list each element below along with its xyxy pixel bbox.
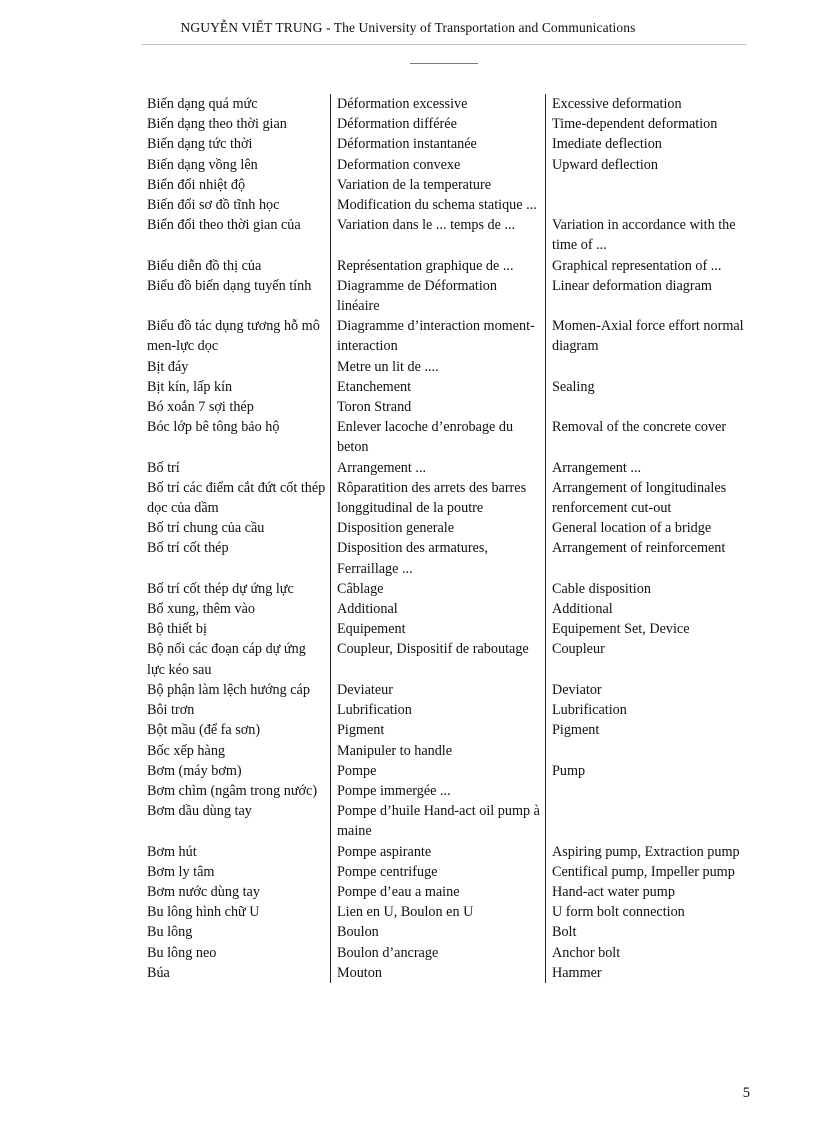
glossary-row xyxy=(147,114,747,134)
term-vietnamese: Bôi trơn xyxy=(147,702,195,719)
glossary-row xyxy=(147,155,747,175)
term-french: Additional xyxy=(331,599,546,619)
term-french: Variation de la temperature xyxy=(331,175,546,195)
glossary-row xyxy=(147,94,747,114)
term-french: Boulon xyxy=(331,922,546,942)
glossary-row xyxy=(147,316,747,356)
term-english: Anchor bolt xyxy=(546,943,748,963)
term-vietnamese: Bố trí các điểm cắt đứt cốt thép dọc của dầm xyxy=(147,479,326,517)
term-french: Pompe d’huile Hand-act oil pump à maine xyxy=(331,801,546,841)
glossary-row xyxy=(147,741,747,761)
term-french: Déformation excessive xyxy=(331,94,546,114)
term-french: Disposition generale xyxy=(331,518,546,538)
term-english: Excessive deformation xyxy=(546,94,748,114)
glossary-row xyxy=(147,175,747,195)
glossary-row xyxy=(147,781,747,801)
glossary-row xyxy=(147,478,747,518)
term-english: Lubrification xyxy=(546,700,748,720)
header-dash-line xyxy=(410,63,478,64)
term-english xyxy=(546,801,748,841)
term-english: Upward deflection xyxy=(546,155,748,175)
term-french: Etanchement xyxy=(331,377,546,397)
glossary-row xyxy=(147,700,747,720)
term-english: Sealing xyxy=(546,377,748,397)
term-french: Diagramme de Déformation linéaire xyxy=(331,276,546,316)
term-vietnamese: Bu lông xyxy=(147,924,193,941)
term-vietnamese: Biến dạng vồng lên xyxy=(147,156,258,173)
term-french: Pompe d’eau a maine xyxy=(331,882,546,902)
term-french: Variation dans le ... temps de ... xyxy=(331,215,546,255)
term-vietnamese: Bu lông hình chữ U xyxy=(147,904,260,921)
glossary-row xyxy=(147,417,747,457)
term-vietnamese: Bốc xếp hàng xyxy=(147,742,226,759)
term-english: Aspiring pump, Extraction pump xyxy=(546,842,748,862)
term-french: Enlever lacoche d’enrobage du beton xyxy=(331,417,546,457)
term-english: General location of a bridge xyxy=(546,518,748,538)
term-vietnamese: Bố trí chung của cầu xyxy=(147,520,265,537)
term-french: Manipuler to handle xyxy=(331,741,546,761)
term-vietnamese: Bột mầu (để fa sơn) xyxy=(147,722,261,739)
term-vietnamese: Bộ nối các đoạn cáp dự ứng lực kéo sau xyxy=(147,641,306,678)
term-english: Equipement Set, Device xyxy=(546,619,748,639)
glossary-row xyxy=(147,922,747,942)
term-french: Arrangement ... xyxy=(331,458,546,478)
glossary-row xyxy=(147,943,747,963)
term-vietnamese: Bố trí cốt thép xyxy=(147,540,229,557)
term-vietnamese: Bịt kín, lấp kín xyxy=(147,378,233,395)
term-english: Arrangement of longitudinales renforcement cut-out xyxy=(546,478,748,518)
term-english: Removal of the concrete cover xyxy=(546,417,748,457)
glossary-row xyxy=(147,397,747,417)
term-vietnamese: Biểu đồ biến dạng tuyến tính xyxy=(147,277,312,294)
term-english: Centifical pump, Impeller pump xyxy=(546,862,748,882)
term-english: Hand-act water pump xyxy=(546,882,748,902)
term-vietnamese: Biến dạng tức thời xyxy=(147,136,253,153)
term-english: Bolt xyxy=(546,922,748,942)
glossary-table xyxy=(147,94,747,983)
term-french: Rôparatition des arrets des barres longgitudinal de la poutre xyxy=(331,478,546,518)
term-french: Lubrification xyxy=(331,700,546,720)
term-vietnamese: Biểu đồ tác dụng tương hỗ mô men-lực dọc xyxy=(147,318,320,355)
glossary-row xyxy=(147,215,747,255)
term-english: Deviator xyxy=(546,680,748,700)
term-french: Câblage xyxy=(331,579,546,599)
term-english: Imediate deflection xyxy=(546,134,748,154)
term-vietnamese: Biến đổi theo thời gian của xyxy=(147,217,301,234)
glossary-row xyxy=(147,538,747,578)
term-french: Déformation différée xyxy=(331,114,546,134)
glossary-row xyxy=(147,458,747,478)
term-vietnamese: Bơm (máy bơm) xyxy=(147,762,242,779)
term-english: Pigment xyxy=(546,720,748,740)
term-french: Mouton xyxy=(331,963,546,983)
term-french: Pigment xyxy=(331,720,546,740)
term-vietnamese: Bơm chìm (ngâm trong nước) xyxy=(147,782,318,799)
term-vietnamese: Biểu diễn đồ thị của xyxy=(147,257,262,274)
glossary-row xyxy=(147,963,747,983)
glossary-row xyxy=(147,639,747,679)
term-vietnamese: Bố trí cốt thép dự ứng lực xyxy=(147,580,294,597)
term-vietnamese: Biến đổi sơ đồ tĩnh học xyxy=(147,197,280,214)
glossary-row xyxy=(147,377,747,397)
glossary-body xyxy=(147,94,747,983)
term-english xyxy=(546,397,748,417)
term-french: Equipement xyxy=(331,619,546,639)
term-vietnamese: Bu lông neo xyxy=(147,944,217,961)
term-vietnamese: Bịt đáy xyxy=(147,358,189,375)
term-vietnamese: Bó xoắn 7 sợi thép xyxy=(147,399,254,416)
term-french: Déformation instantanée xyxy=(331,134,546,154)
term-french: Deformation convexe xyxy=(331,155,546,175)
glossary-row xyxy=(147,842,747,862)
term-vietnamese: Bố trí xyxy=(147,459,180,476)
term-french: Pompe immergée ... xyxy=(331,781,546,801)
term-french: Diagramme d’interaction moment-interaction xyxy=(331,316,546,356)
term-vietnamese: Biến dạng quá mức xyxy=(147,96,258,112)
term-vietnamese: Bộ thiết bị xyxy=(147,621,207,638)
term-english xyxy=(546,781,748,801)
term-english xyxy=(546,741,748,761)
glossary-row xyxy=(147,599,747,619)
glossary-row xyxy=(147,357,747,377)
term-french: Lien en U, Boulon en U xyxy=(331,902,546,922)
glossary-row xyxy=(147,680,747,700)
term-french: Modification du schema statique ... xyxy=(331,195,546,215)
term-english xyxy=(546,195,748,215)
glossary-row xyxy=(147,518,747,538)
term-vietnamese: Bơm dầu dùng tay xyxy=(147,803,252,820)
glossary-row xyxy=(147,761,747,781)
glossary-row xyxy=(147,720,747,740)
term-french: Boulon d’ancrage xyxy=(331,943,546,963)
term-french: Pompe aspirante xyxy=(331,842,546,862)
term-english: Hammer xyxy=(546,963,748,983)
term-french: Pompe xyxy=(331,761,546,781)
term-french: Toron Strand xyxy=(331,397,546,417)
term-english: Linear deformation diagram xyxy=(546,276,748,316)
term-english xyxy=(546,357,748,377)
term-french: Metre un lit de .... xyxy=(331,357,546,377)
term-english: Variation in accordance with the time of ... xyxy=(546,215,748,255)
header-divider xyxy=(142,44,746,45)
glossary-row xyxy=(147,134,747,154)
glossary-row xyxy=(147,902,747,922)
term-vietnamese: Biến đổi nhiệt độ xyxy=(147,176,246,193)
term-english: Pump xyxy=(546,761,748,781)
term-vietnamese: Bơm nước dùng tay xyxy=(147,883,260,900)
term-english: Time-dependent deformation xyxy=(546,114,748,134)
term-english: Additional xyxy=(546,599,748,619)
term-french: Représentation graphique de ... xyxy=(331,256,546,276)
page-header: NGUYỄN VIẾT TRUNG - The University of Transportation and Communications xyxy=(180,20,636,35)
term-french: Pompe centrifuge xyxy=(331,862,546,882)
term-french: Disposition des armatures, Ferraillage ... xyxy=(331,538,546,578)
term-english: Cable disposition xyxy=(546,579,748,599)
glossary-row xyxy=(147,862,747,882)
glossary-row xyxy=(147,882,747,902)
term-vietnamese: Bơm ly tâm xyxy=(147,863,215,880)
glossary-row xyxy=(147,579,747,599)
glossary-row xyxy=(147,195,747,215)
term-english: Momen-Axial force effort normal diagram xyxy=(546,316,748,356)
term-vietnamese: Bộ phận làm lệch hướng cáp xyxy=(147,681,310,698)
term-vietnamese: Bơm hút xyxy=(147,843,197,860)
term-vietnamese: Biến dạng theo thời gian xyxy=(147,116,287,133)
term-vietnamese: Bóc lớp bê tông bảo hộ xyxy=(147,419,280,436)
term-english: Coupleur xyxy=(546,639,748,679)
term-english: Arrangement ... xyxy=(546,458,748,478)
term-vietnamese: Bổ xung, thêm vào xyxy=(147,601,255,618)
term-french: Coupleur, Dispositif de raboutage xyxy=(331,639,546,679)
page-number: 5 xyxy=(742,1085,750,1101)
term-french: Deviateur xyxy=(331,680,546,700)
glossary-row xyxy=(147,276,747,316)
glossary-row xyxy=(147,256,747,276)
glossary-row xyxy=(147,801,747,841)
term-english: U form bolt connection xyxy=(546,902,748,922)
term-vietnamese: Búa xyxy=(147,964,170,981)
term-english xyxy=(546,175,748,195)
glossary-row xyxy=(147,619,747,639)
term-english: Graphical representation of ... xyxy=(546,256,748,276)
term-english: Arrangement of reinforcement xyxy=(546,538,748,578)
